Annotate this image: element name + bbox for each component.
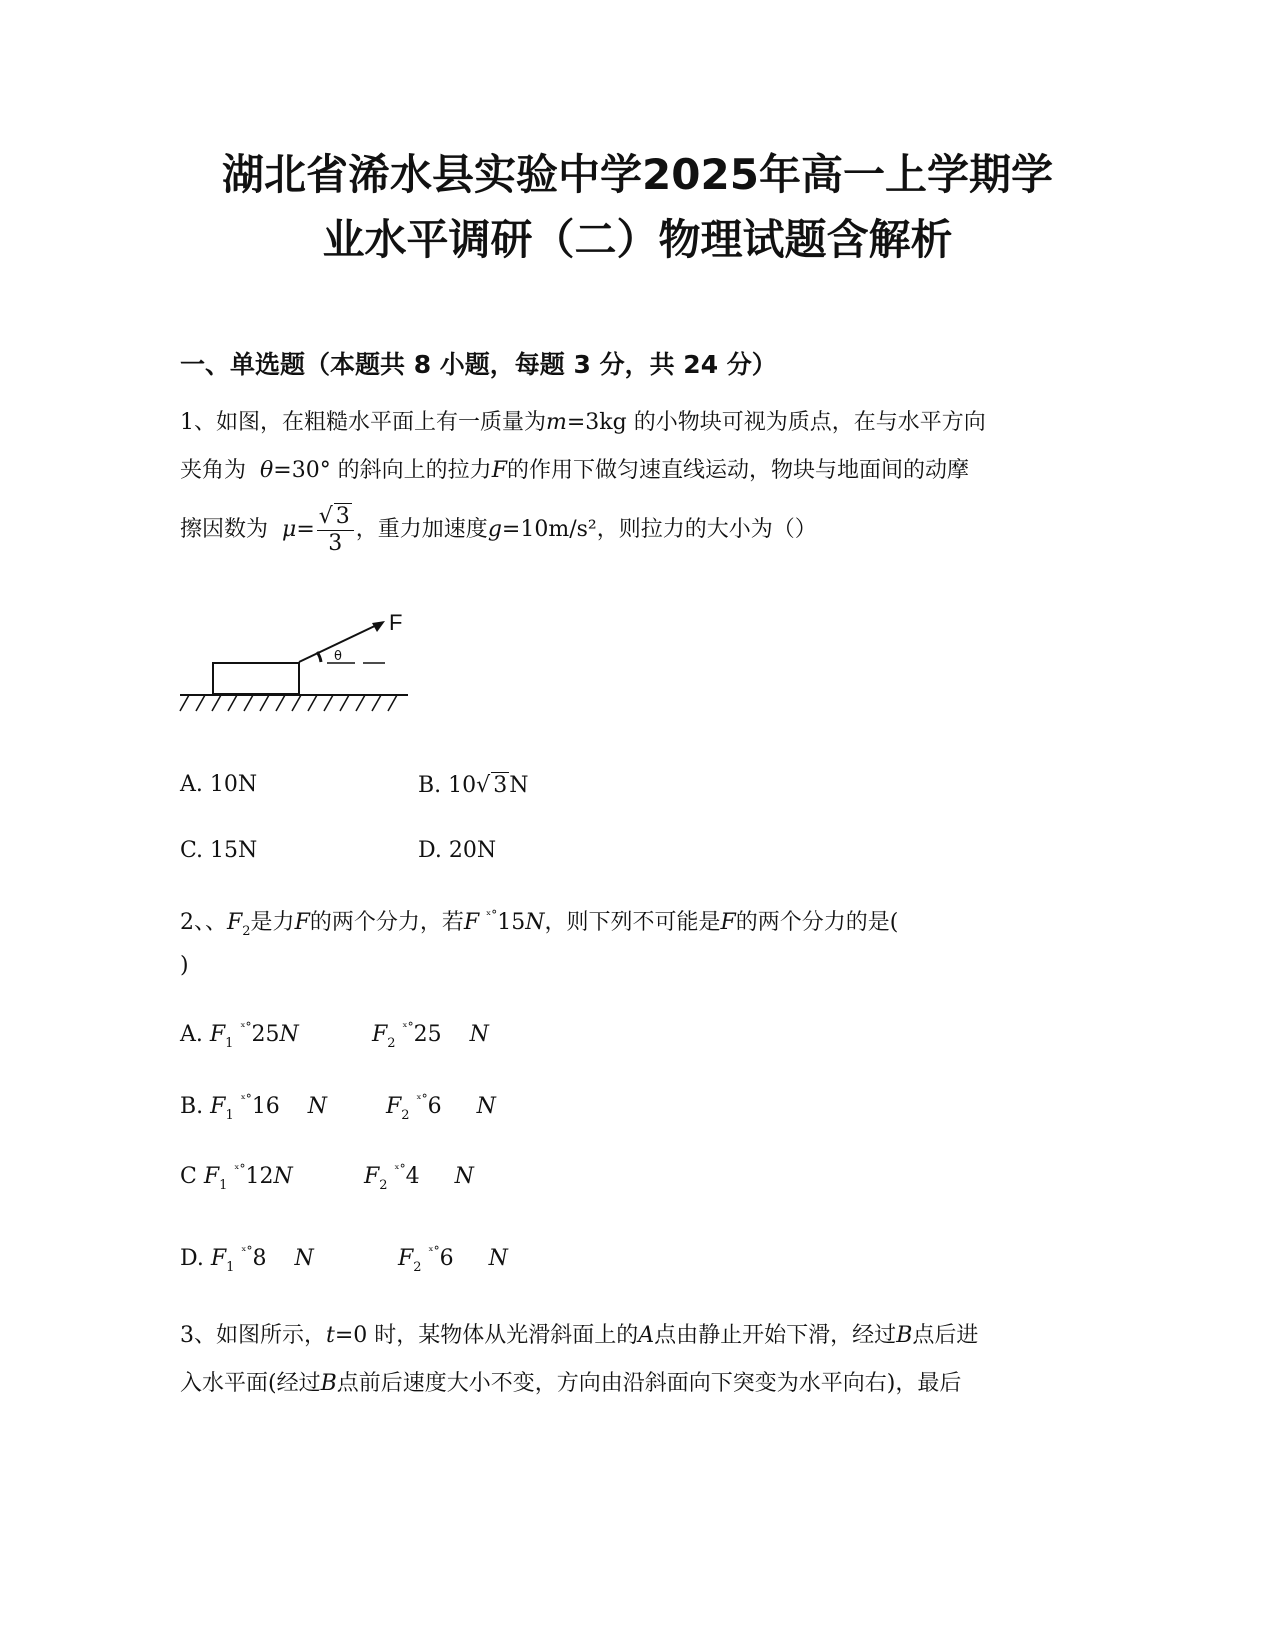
document-title-line1: 湖北省浠水县实验中学2025年高一上学期学 [222,150,1053,199]
document-title-line2: 业水平调研（二）物理试题含解析 [322,215,953,264]
force-label: F [389,610,403,635]
q2-option-a-f2: $F_2$ $^{ˣ^\circ}$25 N [372,1020,489,1051]
q1-line1: 1、如图，在粗糙水平面上有一质量为m=3kg 的小物块可视为质点，在与水平方向 [180,410,986,435]
q2-line1: 2、、$F_2$是力F的两个分力，若F $^{ˣ^\circ}$15N，则下列不可能是F的两个分力的是( [180,908,899,939]
q2-line2: ) [180,953,189,978]
q1-line3: 擦因数为 μ= $\frac{√ 3}{3}$ ，重力加速度g=10m/s²，则拉力的大小为（） [180,504,817,556]
force-arrowhead [372,621,385,632]
q2-option-d-f2: $F_2$ $^{ˣ^\circ}$6 N [398,1244,508,1275]
section-heading: 一、单选题（本题共 8 小题，每题 3 分，共 24 分） [180,350,777,379]
q1-option-d[interactable]: D. 20N [418,838,497,863]
mu-fraction: $\frac{√ 3}{3}$ [317,503,354,557]
q2-option-d[interactable]: D. $F_1$ $^{ˣ^\circ}$8 N [180,1244,314,1275]
q2-option-c[interactable]: C $F_1$ $^{ˣ^\circ}$12N [180,1162,293,1193]
angle-label: θ [334,649,342,664]
q1-option-c[interactable]: C. 15N [180,838,258,863]
q2-option-a[interactable]: A. $F_1$ $^{ˣ^\circ}$25N [180,1020,299,1051]
q3-line2: 入水平面(经过B点前后速度大小不变，方向由沿斜面向下突变为水平向右)，最后 [180,1371,962,1396]
q1-line2: 夹角为 θ=30° 的斜向上的拉力F的作用下做匀速直线运动，物块与地面间的动摩 [180,458,969,483]
q1-option-b[interactable]: B. 10√ 3N [418,773,529,798]
ground-hatching [180,695,397,711]
q1-option-a[interactable]: A. 10N [180,772,258,797]
q2-option-c-f2: $F_2$ $^{ˣ^\circ}$4 N [364,1162,474,1193]
block [213,663,299,694]
q2-option-b[interactable]: B. $F_1$ $^{ˣ^\circ}$16 N [180,1092,328,1123]
q1-figure [175,605,415,720]
q3-line1: 3、如图所示，t=0 时，某物体从光滑斜面上的A点由静止开始下滑，经过B点后进 [180,1323,979,1348]
angle-arc [317,652,321,662]
q2-option-b-f2: $F_2$ $^{ˣ^\circ}$6 N [386,1092,496,1123]
